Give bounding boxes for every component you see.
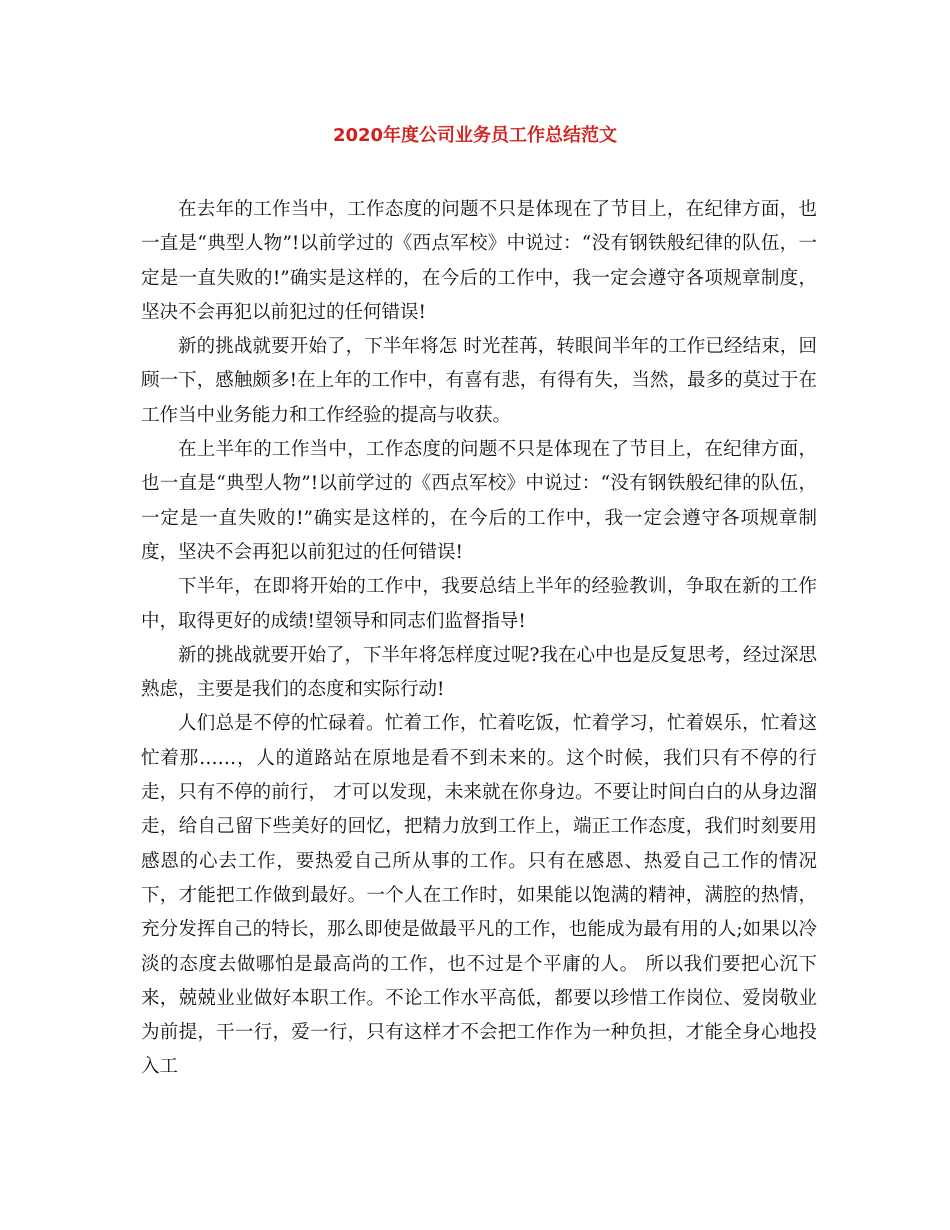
paragraph-3: 在上半年的工作当中，工作态度的问题不只是体现在了节目上，在纪律方面，也一直是“典型人物”!以前学过的《西点军校》中说过：“没有钢铁般纪律的队伍，一定是一直失败的!”确实是这样的，在今后的工作中，我一定会遵守各项规章制度，坚决不会再犯以前犯过的任何错误! — [141, 439, 817, 563]
paragraph-4: 下半年，在即将开始的工作中，我要总结上半年的经验教训，争取在新的工作中，取得更好的成绩!望领导和同志们监督指导! — [141, 576, 817, 632]
paragraph-1: 在去年的工作当中，工作态度的问题不只是体现在了节目上，在纪律方面，也一直是“典型人物”!以前学过的《西点军校》中说过：“没有钢铁般纪律的队伍，一定是一直失败的!”确实是这样的，在今后的工作中，我一定会遵守各项规章制度，坚决不会再犯以前犯过的任何错误! — [141, 199, 817, 323]
document-body — [141, 193, 817, 1085]
paragraph-5: 新的挑战就要开始了，下半年将怎样度过呢?我在心中也是反复思考，经过深思熟虑，主要是我们的态度和实际行动! — [141, 644, 817, 701]
document-title: 2020年度公司业务员工作总结范文 — [332, 125, 618, 146]
paragraph-6: 人们总是不停的忙碌着。忙着工作，忙着吃饭，忙着学习，忙着娱乐，忙着这忙着那……，人的道路站在原地是看不到未来的。这个时候，我们只有不停的行走，只有不停的前行， 才可以发现，未来就在你身边。不要让时间白白的从身边溜走，给自己留下些美好的回忆，把精力放到工作上，端正工作态度，我们时刻要用感恩的心去工作，要热爱自己所从事的工作。只有在感恩、热爱自己工作的情况下，才能把工作做到最好。一个人在工作时，如果能以饱满的精神，满腔的热情，充分发挥自己的特长，那么即使是做最平凡的工作，也能成为最有用的人;如果以冷淡的态度去做哪怕是最高尚的工作，也不过是个平庸的人。 所以我们要把心沉下来，兢兢业业做好本职工作。不论工作水平高低，都要以珍惜工作岗位、爱岗敬业为前提，干一行，爱一行，只有这样才不会把工作作为一种负担，才能全身心地投入工 — [141, 713, 817, 1078]
paragraph-2: 新的挑战就要开始了，下半年将怎 时光茬苒，转眼间半年的工作已经结束，回顾一下，感触颇多!在上年的工作中，有喜有悲，有得有失，当然，最多的莫过于在工作当中业务能力和工作经验的提高与收获。 — [141, 336, 817, 426]
